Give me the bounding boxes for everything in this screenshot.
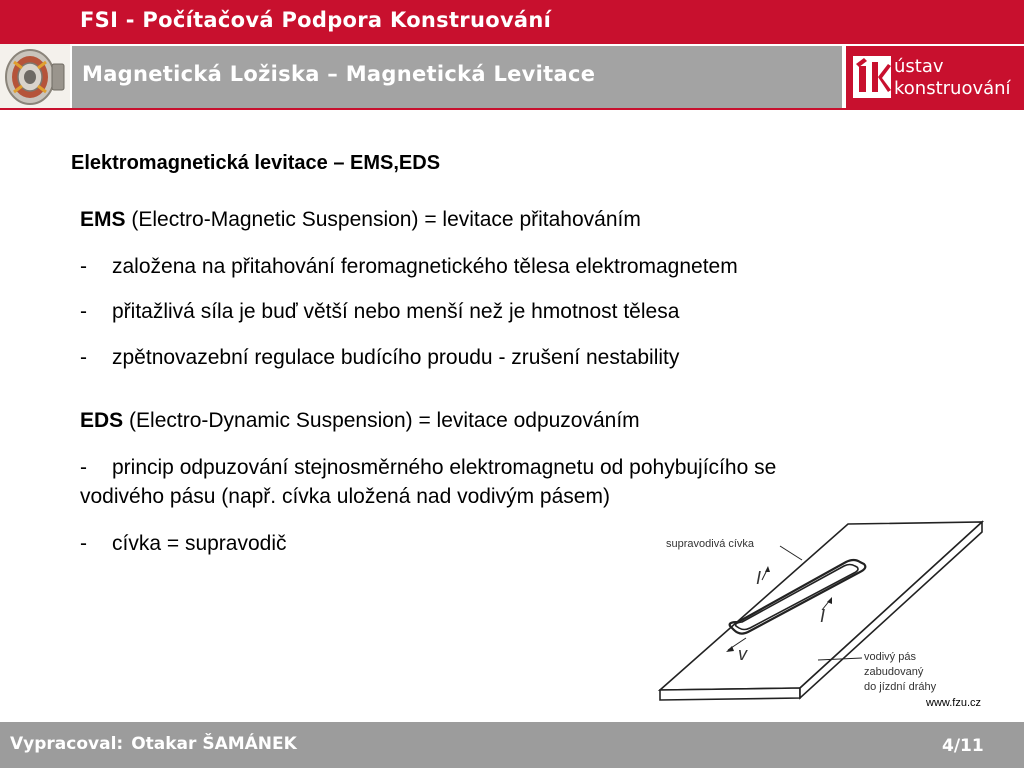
eds-diagram (650, 518, 990, 714)
eds-term: EDS (80, 409, 124, 432)
ems-definition (80, 208, 641, 232)
header-divider (0, 108, 1024, 110)
figure-source: www.fzu.cz (926, 697, 982, 709)
eds-bullet-continuation: vodivého pásu (např. cívka uložená nad vodivým pásem) (80, 485, 610, 508)
bullet-dash: - (80, 532, 87, 555)
bearing-image (0, 44, 70, 110)
footer-author (10, 734, 297, 754)
logo-text-line1: ústav (894, 56, 944, 77)
coil-label: supravodivá cívka (666, 538, 755, 550)
ems-bullet (80, 300, 679, 324)
coil-leader-line (780, 546, 802, 560)
eds-bullet-text: princip odpuzování stejnosměrného elektromagnetu od pohybujícího se (112, 456, 777, 479)
slide-subtitle: Magnetická Ložiska – Magnetická Levitace (82, 62, 596, 86)
ems-bullet (80, 255, 738, 279)
strip-label-line2: zabudovaný (864, 666, 924, 678)
velocity-label: v (738, 644, 747, 664)
ems-term: EMS (80, 208, 126, 231)
eds-bullet-text: cívka = supravodič (112, 532, 287, 555)
eds-bullet (80, 532, 287, 556)
author-name: Otakar ŠAMÁNEK (131, 734, 297, 754)
bullet-dash: - (80, 456, 87, 479)
eds-definition-text: (Electro-Dynamic Suspension) = levitace odpuzováním (123, 409, 640, 432)
eds-definition (80, 409, 640, 433)
ems-bullet (80, 346, 679, 370)
eds-bullet (80, 456, 776, 480)
bullet-dash: - (80, 346, 87, 369)
ems-bullet-text: přitažlivá síla je buď větší nebo menší než je hmotnost tělesa (112, 300, 680, 323)
strip-front-face (660, 688, 800, 700)
author-label: Vypracoval: (10, 734, 124, 754)
section-heading: Elektromagnetická levitace – EMS,EDS (71, 152, 441, 174)
bullet-dash: - (80, 255, 87, 278)
uk-logo-icon (850, 52, 896, 102)
ems-bullet-text: založena na přitahování feromagnetického tělesa elektromagnetem (112, 255, 738, 278)
page-number: 4/11 (942, 736, 984, 756)
bearing-icon (0, 44, 70, 110)
logo-text-line2: konstruování (894, 78, 1011, 99)
ems-definition-text: (Electro-Magnetic Suspension) = levitace přitahováním (125, 208, 641, 231)
footer-bar (0, 722, 1024, 768)
current-label-2: I (820, 606, 826, 626)
current-label-1: I (756, 568, 762, 588)
course-title: FSI - Počítačová Podpora Konstruování (80, 8, 552, 32)
strip-label-line1: vodivý pás (864, 651, 916, 663)
eds-diagram-svg (650, 518, 990, 714)
strip-label-line3: do jízdní dráhy (864, 681, 937, 693)
institute-logo (846, 46, 1024, 108)
current-arrowhead-1 (765, 566, 770, 572)
top-title-bar (0, 0, 1024, 44)
ems-bullet-text: zpětnovazební regulace budícího proudu - zrušení nestability (112, 346, 680, 369)
bullet-dash: - (80, 300, 87, 323)
logo-text (894, 56, 1011, 100)
subtitle-bar (72, 46, 842, 108)
